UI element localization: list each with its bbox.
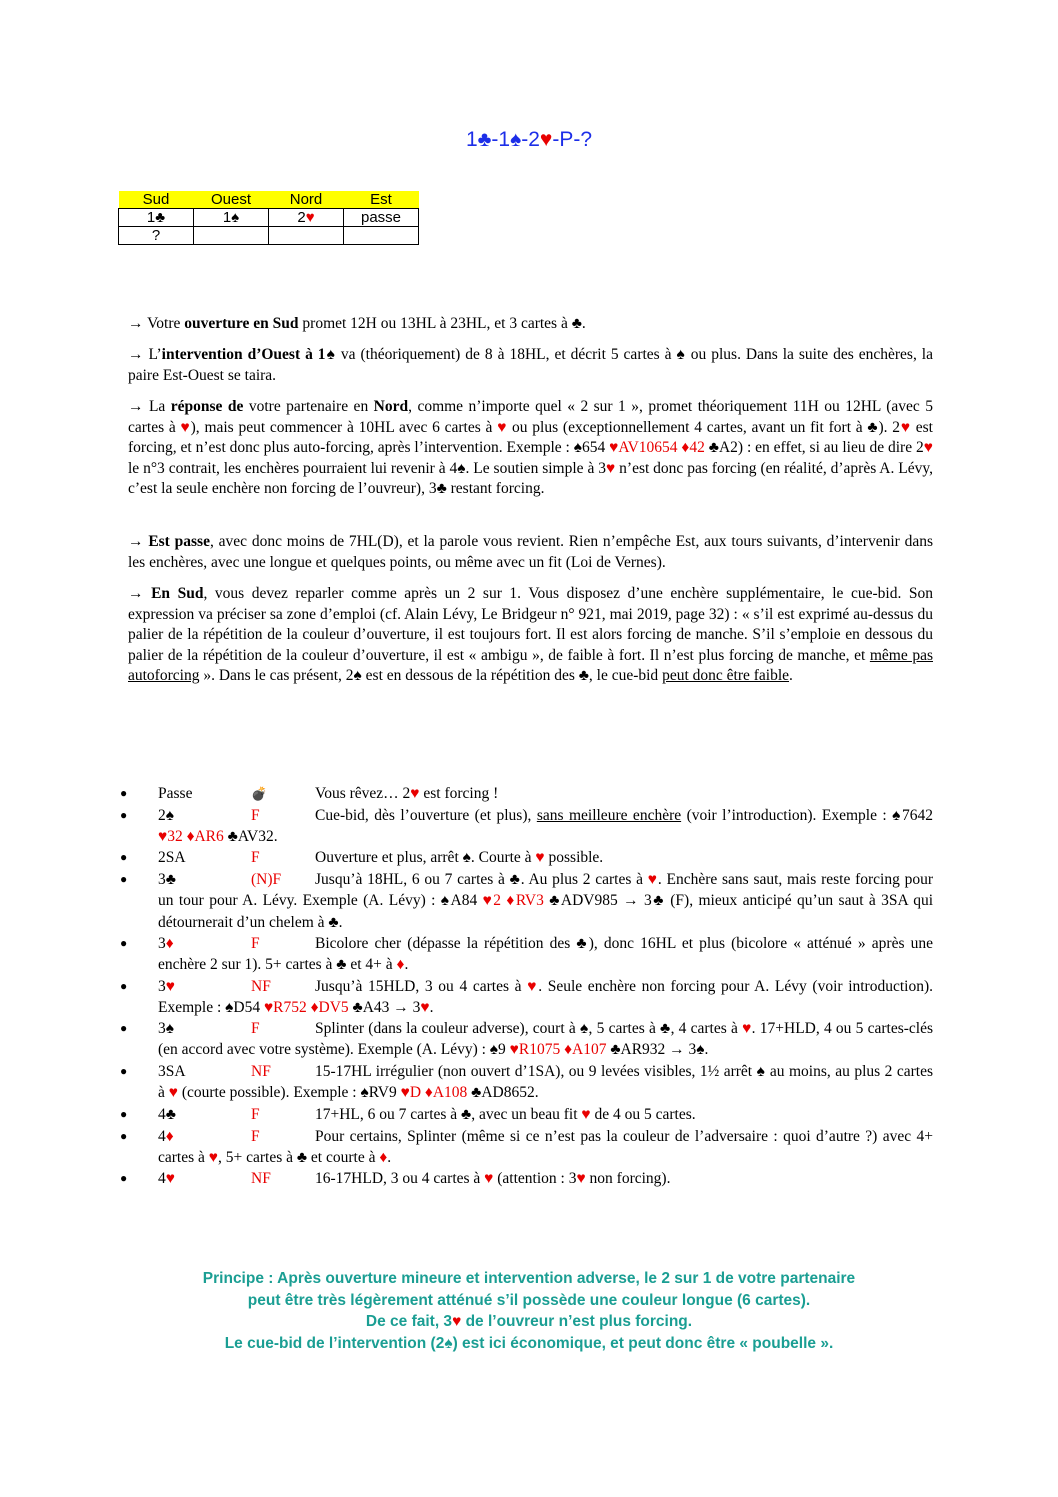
principle-box	[0, 1268, 1058, 1354]
bid-label: 2♠	[158, 807, 174, 824]
bid-list-item	[120, 933, 933, 976]
bid-label: 3♦	[158, 935, 174, 952]
title-part: -P-?	[552, 128, 593, 151]
cell-ouest: 1♠	[194, 209, 269, 227]
bid-label: 4♥	[158, 1170, 175, 1187]
bid-list-item	[120, 783, 933, 804]
title-part: 1♣-1♠-2	[465, 128, 540, 151]
principle-line: Le cue-bid de l’intervention (2♠) est ici économique, et peut donc être « poubelle ».	[224, 1334, 834, 1352]
paragraph-response: → La réponse de votre partenaire en Nord, comme n’importe quel « 2 sur 1 », promet théoriquement 11H ou 12HL (avec 5 cartes à ♥), mais peut commencer à 10HL avec 6 cartes à ♥ ou plus (exceptionnellement 4 cartes, avant un fit fort à ♣). 2♥ est forcing, et n’est donc plus auto-forcing, après l’intervention. Exemple : ♠654 ♥AV10654 ♦42 ♣A2) : en effet, si au lieu de dire 2♥ le n°3 contrait, les enchères pourraient lui revenir à 4♠. Le soutien simple à 3♥ n’est donc pas forcing (en réalité, d’après A. Lévy, c’est la seule enchère non forcing de l’ouvreur), 3♣ restant forcing.	[128, 398, 933, 497]
bullet-icon: ●	[120, 872, 128, 886]
cell-sud: ?	[119, 227, 194, 245]
bid-description: Splinter (dans la couleur adverse), court à ♠, 5 cartes à ♣, 4 cartes à ♥. 17+HLD, 4 ou 5 cartes-clés (en accord avec votre système). Exemple (A. Lévy) : ♠9 ♥R1075 ♦A107 ♣AR932 → 3♠.	[158, 1020, 934, 1059]
bid-list-item	[120, 847, 933, 868]
bid-description: 15-17HL irrégulier (non ouvert d’1SA), ou 9 levées visibles, 1½ arrêt ♠ au moins, au plus 2 cartes à ♥ (courte possible). Exemple : ♠RV9 ♥D ♦A108 ♣AD8652.	[158, 1063, 933, 1102]
forcing-level: F	[251, 807, 260, 824]
bid-label: 2SA	[158, 849, 186, 866]
bullet-icon: ●	[120, 1021, 128, 1035]
header-nord: Nord	[269, 191, 344, 209]
bomb-icon: 💣	[251, 786, 268, 801]
cell-empty	[344, 227, 419, 245]
forcing-level: F	[251, 1020, 260, 1037]
bid-label: 3♥	[158, 978, 175, 995]
bullet-icon: ●	[120, 808, 128, 822]
bid-description: Bicolore cher (dépasse la répétition des ♣), donc 16HL et plus (bicolore « atténué » après une enchère 2 sur 1). 5+ cartes à ♣ et 4+ à ♦.	[158, 935, 933, 974]
bid-list-item	[120, 869, 933, 933]
bid-list-item	[120, 805, 933, 848]
cell-empty	[269, 227, 344, 245]
forcing-level: F	[251, 1106, 260, 1123]
bid-list-item	[120, 1104, 933, 1125]
paragraph-est-passe: → Est passe, avec donc moins de 7HL(D), et la parole vous revient. Rien n’empêche Est, aux tours suivants, d’intervenir dans les enchères, avec une longue et quelques points, ou même avec un fit (Loi de Vernes).	[128, 533, 934, 571]
principle-line: peut être très légèrement atténué s’il possède une couleur longue (6 cartes).	[247, 1291, 811, 1309]
bid-label: 4♣	[158, 1106, 176, 1123]
page-title	[0, 128, 1058, 152]
cell-empty	[194, 227, 269, 245]
bullet-icon: ●	[120, 979, 128, 993]
bid-description: Jusqu’à 18HL, 6 ou 7 cartes à ♣. Au plus 2 cartes à ♥. Enchère sans saut, mais reste forcing pour un tour pour A. Lévy. Exemple (A. Lévy) : ♠A84 ♥2 ♦RV3 ♣ADV985 → 3♣ (F), mieux anticipé qu’un saut à 3SA qui détournerait d’un chelem à ♣.	[158, 871, 934, 931]
bid-description: Cue-bid, dès l’ouverture (et plus), sans meilleure enchère (voir l’introduction). Exemple : ♠7642 ♥32 ♦AR6 ♣AV32.	[158, 807, 933, 846]
bid-label: 3♣	[158, 871, 176, 888]
bullet-icon: ●	[120, 936, 128, 950]
bid-label: 3SA	[158, 1063, 186, 1080]
bullet-icon: ●	[120, 1107, 128, 1121]
bid-description: Pour certains, Splinter (même si ce n’est pas la couleur de l’adversaire : quoi d’autre ?) avec 4+ cartes à ♥, 5+ cartes à ♣ et courte à ♦.	[158, 1128, 933, 1167]
principle-line: Principe : Après ouverture mineure et intervention adverse, le 2 sur 1 de votre partenaire	[202, 1270, 856, 1287]
forcing-level: NF	[251, 1063, 271, 1080]
forcing-level: F	[251, 849, 260, 866]
principle-line: De ce fait, 3♥ de l’ouvreur n’est plus forcing.	[365, 1313, 693, 1330]
bullet-icon: ●	[120, 1064, 128, 1078]
cell-est: passe	[344, 209, 419, 227]
bid-label: Passe	[158, 785, 193, 802]
header-est: Est	[344, 191, 419, 209]
paragraph-opening: → Votre ouverture en Sud promet 12H ou 13HL à 23HL, et 3 cartes à ♣.	[128, 315, 586, 332]
bid-description: Vous rêvez… 2♥ est forcing !	[315, 785, 499, 802]
paragraph-intervention: → L’intervention d’Ouest à 1♠ va (théoriquement) de 8 à 18HL, et décrit 5 cartes à ♠ ou plus. Dans la suite des enchères, la paire Est-Ouest se taira.	[128, 346, 933, 384]
bid-label: 3♠	[158, 1020, 174, 1037]
bullet-icon: ●	[120, 1129, 128, 1143]
header-ouest: Ouest	[194, 191, 269, 209]
forcing-level: F	[251, 935, 260, 952]
bid-description: Ouverture et plus, arrêt ♠. Courte à ♥ possible.	[315, 849, 604, 866]
bid-description: Jusqu’à 15HLD, 3 ou 4 cartes à ♥. Seule enchère non forcing pour A. Lévy (voir introduction). Exemple : ♠D54 ♥R752 ♦DV5 ♣A43 → 3♥.	[158, 978, 933, 1017]
bid-list-item	[120, 1061, 933, 1104]
forcing-level: F	[251, 1128, 260, 1145]
heart-icon: ♥	[539, 128, 553, 151]
bullet-icon: ●	[120, 1171, 128, 1185]
bid-list-item	[120, 1126, 933, 1169]
bid-label: 4♦	[158, 1128, 174, 1145]
header-sud: Sud	[119, 191, 194, 209]
bullet-icon: ●	[120, 850, 128, 864]
bid-list-item	[120, 1018, 933, 1061]
bullet-icon: ●	[120, 786, 128, 800]
forcing-level: (N)F	[251, 871, 282, 888]
bid-list-item	[120, 1168, 933, 1189]
bid-description: 17+HL, 6 ou 7 cartes à ♣, avec un beau fit ♥ de 4 ou 5 cartes.	[315, 1106, 696, 1123]
cell-sud: 1♣	[119, 209, 194, 227]
cell-nord	[269, 209, 344, 227]
paragraph-en-sud: → En Sud, vous devez reparler comme après un 2 sur 1. Vous disposez d’une enchère supplémentaire, le cue-bid. Son expression va préciser sa zone d’emploi (cf. Alain Lévy, Le Bridgeur n° 921, mai 2019, page 32) : « s’il est exprimé au-dessus du palier de la répétition de la couleur d’ouverture, il est toujours fort. Il est alors forcing de manche. S’il s’emploie en dessous du palier de la répétition de la couleur d’ouverture, il est « ambigu », de faible à fort. Il n’est plus forcing de manche, et même pas autoforcing ». Dans le cas présent, 2♠ est en dessous de la répétition des ♣, le cue-bid peut donc être faible.	[128, 585, 933, 684]
bidding-table	[118, 191, 419, 245]
heart-icon: ♥	[305, 209, 315, 226]
bid-list-item	[120, 976, 933, 1019]
forcing-level: NF	[251, 978, 271, 995]
forcing-level: NF	[251, 1170, 271, 1187]
cell-text: 2	[297, 209, 306, 226]
bid-description: 16-17HLD, 3 ou 4 cartes à ♥ (attention : 3♥ non forcing).	[315, 1170, 671, 1187]
